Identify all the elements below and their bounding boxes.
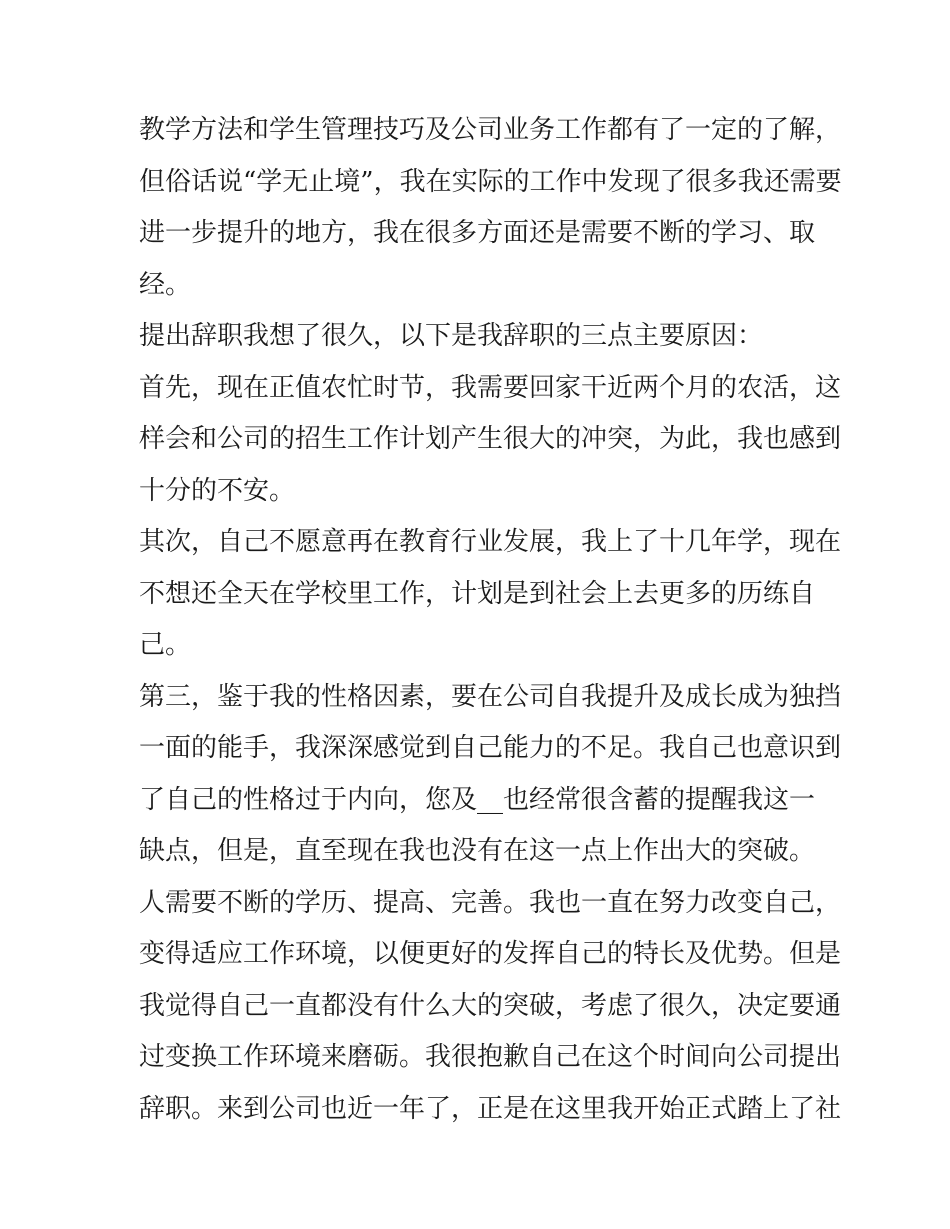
text-line: 教学方法和学生管理技巧及公司业务工作都有了一定的了解， — [139, 115, 842, 145]
text-line: 己。 — [139, 630, 192, 660]
text-line: 但俗话说“学无止境”，我在实际的工作中发现了很多我还需要 — [139, 166, 842, 197]
text-line: 了自己的性格过于内向，您及__也经常很含蓄的提醒我这一 — [139, 784, 816, 815]
text-line: 首先，现在正值农忙时节，我需要回家干近两个月的农活，这 — [139, 372, 842, 403]
text-line: 样会和公司的招生工作计划产生很大的冲突，为此，我也感到 — [139, 424, 842, 454]
text-line: 进一步提升的地方，我在很多方面还是需要不断的学习、取 — [139, 218, 816, 248]
text-line: 第三，鉴于我的性格因素，要在公司自我提升及成长成为独挡 — [139, 681, 842, 712]
text-line: 缺点，但是，直至现在我也没有在这一点上作出大的突破。 — [139, 836, 816, 866]
text-line: 经。 — [139, 269, 192, 300]
text-line: 辞职。来到公司也近一年了，正是在这里我开始正式踏上了社 — [139, 1093, 842, 1124]
text-line: 过变换工作环境来磨砺。我很抱歉自己在这个时间向公司提出 — [139, 1042, 842, 1072]
text-line: 人需要不断的学历、提高、完善。我也一直在努力改变自己， — [139, 887, 842, 918]
text-line: 我觉得自己一直都没有什么大的突破，考虑了很久，决定要通 — [139, 990, 842, 1021]
text-line: 不想还全天在学校里工作，计划是到社会上去更多的历练自 — [139, 578, 816, 609]
text-line: 其次，自己不愿意再在教育行业发展，我上了十几年学，现在 — [139, 527, 842, 557]
body-text — [139, 105, 842, 1135]
text-line: 提出辞职我想了很久，以下是我辞职的三点主要原因： — [139, 321, 764, 351]
text-line: 一面的能手，我深深感觉到自己能力的不足。我自己也意识到 — [139, 733, 842, 763]
text-line: 变得适应工作环境，以便更好的发挥自己的特长及优势。但是 — [139, 939, 842, 969]
text-line: 十分的不安。 — [139, 475, 296, 506]
